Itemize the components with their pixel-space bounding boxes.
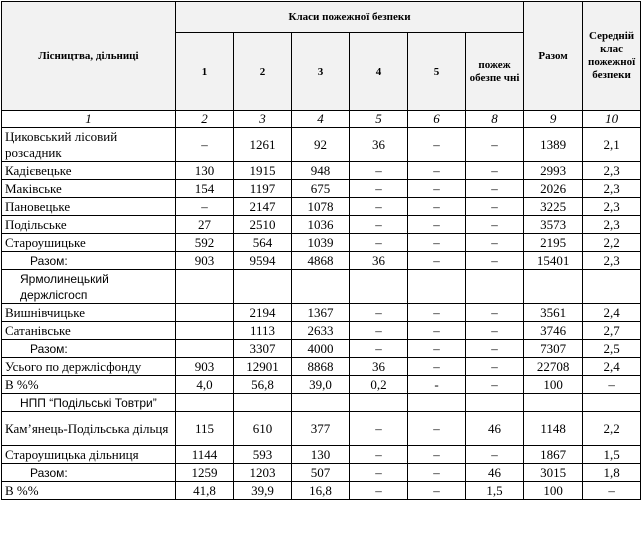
row-value: – <box>466 252 524 270</box>
table-row <box>2 394 641 412</box>
row-value: 46 <box>466 464 524 482</box>
row-value: 2,3 <box>583 162 641 180</box>
row-value: – <box>408 340 466 358</box>
row-value: 2510 <box>234 216 292 234</box>
row-value <box>408 270 466 304</box>
row-value: 2993 <box>524 162 583 180</box>
column-number-row <box>2 111 641 128</box>
row-value: 2026 <box>524 180 583 198</box>
row-value: 1113 <box>234 322 292 340</box>
row-value: 948 <box>292 162 350 180</box>
row-value: 564 <box>234 234 292 252</box>
row-value: 1867 <box>524 446 583 464</box>
row-value: – <box>408 180 466 198</box>
table-row <box>2 412 641 446</box>
row-value: 1197 <box>234 180 292 198</box>
row-value: 36 <box>350 128 408 162</box>
row-name: Циковський лісовий розсадник <box>2 128 176 162</box>
row-value <box>350 394 408 412</box>
row-value: 610 <box>234 412 292 446</box>
row-value: 1148 <box>524 412 583 446</box>
row-value: – <box>408 464 466 482</box>
row-value <box>176 394 234 412</box>
row-value: 36 <box>350 358 408 376</box>
row-value: 675 <box>292 180 350 198</box>
row-value: 1,5 <box>583 446 641 464</box>
row-value: – <box>408 128 466 162</box>
header-class: 5 <box>408 33 466 111</box>
row-value: 22708 <box>524 358 583 376</box>
row-value: 130 <box>176 162 234 180</box>
row-value: 1367 <box>292 304 350 322</box>
row-value: 2,3 <box>583 180 641 198</box>
row-value: 1144 <box>176 446 234 464</box>
row-value: 12901 <box>234 358 292 376</box>
row-value: 9594 <box>234 252 292 270</box>
row-value: 2,2 <box>583 234 641 252</box>
column-number: 8 <box>466 111 524 128</box>
row-value: 39,0 <box>292 376 350 394</box>
row-name: Разом: <box>2 252 176 270</box>
row-value: – <box>408 322 466 340</box>
row-value: 2,5 <box>583 340 641 358</box>
column-number: 6 <box>408 111 466 128</box>
row-value: 592 <box>176 234 234 252</box>
row-value: 1078 <box>292 198 350 216</box>
row-value: 115 <box>176 412 234 446</box>
row-value: 4,0 <box>176 376 234 394</box>
table-body <box>2 128 641 500</box>
row-value: – <box>408 198 466 216</box>
row-value: 1036 <box>292 216 350 234</box>
row-value: – <box>466 376 524 394</box>
table-row <box>2 464 641 482</box>
header-classes-group: Класи пожежної безпеки <box>176 2 524 33</box>
row-value: – <box>466 162 524 180</box>
row-value <box>292 270 350 304</box>
table-row <box>2 128 641 162</box>
row-value: 2633 <box>292 322 350 340</box>
column-number: 5 <box>350 111 408 128</box>
row-value: - <box>408 376 466 394</box>
row-value: – <box>466 358 524 376</box>
row-value: 56,8 <box>234 376 292 394</box>
row-value: – <box>408 358 466 376</box>
row-value: 2,4 <box>583 358 641 376</box>
header-area: Лісництва, дільниці <box>2 2 176 111</box>
row-value: – <box>466 216 524 234</box>
row-value: – <box>408 482 466 500</box>
row-value: 2,3 <box>583 198 641 216</box>
column-number: 2 <box>176 111 234 128</box>
column-number: 9 <box>524 111 583 128</box>
row-value: 1,5 <box>466 482 524 500</box>
table-row <box>2 180 641 198</box>
header-class: 4 <box>350 33 408 111</box>
table-row <box>2 198 641 216</box>
row-name: Кадієвецьке <box>2 162 176 180</box>
header-class: 1 <box>176 33 234 111</box>
row-name: Усього по держлісфонду <box>2 358 176 376</box>
row-value: 1203 <box>234 464 292 482</box>
row-name: Разом: <box>2 340 176 358</box>
row-value: 3225 <box>524 198 583 216</box>
row-value: – <box>350 464 408 482</box>
row-value: 154 <box>176 180 234 198</box>
row-value: 3307 <box>234 340 292 358</box>
row-value: – <box>350 198 408 216</box>
table-row <box>2 446 641 464</box>
row-value: – <box>350 216 408 234</box>
header-class: 2 <box>234 33 292 111</box>
row-name: Маківське <box>2 180 176 198</box>
row-value <box>524 394 583 412</box>
row-value: 100 <box>524 376 583 394</box>
row-name: Вишнівчицьке <box>2 304 176 322</box>
row-value <box>583 394 641 412</box>
table-row <box>2 234 641 252</box>
row-value: 46 <box>466 412 524 446</box>
column-number: 10 <box>583 111 641 128</box>
row-value: – <box>350 180 408 198</box>
header-total: Разом <box>524 2 583 111</box>
row-value: – <box>350 446 408 464</box>
table-row <box>2 322 641 340</box>
row-value: 2,3 <box>583 216 641 234</box>
row-value: 2195 <box>524 234 583 252</box>
row-value <box>524 270 583 304</box>
row-value <box>176 322 234 340</box>
row-value: 903 <box>176 358 234 376</box>
column-number: 1 <box>2 111 176 128</box>
row-value: – <box>466 322 524 340</box>
header-average-class: Середній клас пожежної безпеки <box>583 2 641 111</box>
table-row <box>2 340 641 358</box>
row-value: – <box>408 252 466 270</box>
header-row-top <box>2 2 641 33</box>
row-value <box>350 270 408 304</box>
row-value: – <box>466 198 524 216</box>
row-value: – <box>350 322 408 340</box>
row-value: 507 <box>292 464 350 482</box>
row-value: 3573 <box>524 216 583 234</box>
row-value: – <box>176 128 234 162</box>
row-value: 1,8 <box>583 464 641 482</box>
row-value: 1389 <box>524 128 583 162</box>
row-value: – <box>350 340 408 358</box>
row-value: – <box>466 340 524 358</box>
header-class: 3 <box>292 33 350 111</box>
header-class: пожеж обезпе чні <box>466 33 524 111</box>
row-value: 3015 <box>524 464 583 482</box>
row-value: 41,8 <box>176 482 234 500</box>
row-value: 92 <box>292 128 350 162</box>
row-value: 1039 <box>292 234 350 252</box>
row-value <box>176 304 234 322</box>
row-value: 15401 <box>524 252 583 270</box>
row-value <box>583 270 641 304</box>
row-value: 377 <box>292 412 350 446</box>
row-value: – <box>350 412 408 446</box>
table-row <box>2 376 641 394</box>
row-value: 593 <box>234 446 292 464</box>
fire-safety-table <box>1 1 641 500</box>
row-value: – <box>408 446 466 464</box>
row-value: 39,9 <box>234 482 292 500</box>
row-value: – <box>408 234 466 252</box>
row-value <box>176 340 234 358</box>
row-value: – <box>176 198 234 216</box>
row-value: – <box>408 216 466 234</box>
row-value: 130 <box>292 446 350 464</box>
row-value: 4868 <box>292 252 350 270</box>
row-name: Подільське <box>2 216 176 234</box>
row-value: 16,8 <box>292 482 350 500</box>
row-value: 2,4 <box>583 304 641 322</box>
table-row <box>2 162 641 180</box>
row-value: 2194 <box>234 304 292 322</box>
row-value: 7307 <box>524 340 583 358</box>
row-value <box>466 394 524 412</box>
row-value <box>234 270 292 304</box>
row-value <box>408 394 466 412</box>
row-value: 2,3 <box>583 252 641 270</box>
column-number: 3 <box>234 111 292 128</box>
row-value: 2147 <box>234 198 292 216</box>
row-value: – <box>466 304 524 322</box>
row-name: Староушицька дільниця <box>2 446 176 464</box>
row-value: – <box>466 128 524 162</box>
row-value: 3746 <box>524 322 583 340</box>
row-name: Сатанівське <box>2 322 176 340</box>
row-value: 4000 <box>292 340 350 358</box>
row-value <box>292 394 350 412</box>
row-value: – <box>583 376 641 394</box>
row-value: – <box>583 482 641 500</box>
row-value: – <box>350 482 408 500</box>
row-value: – <box>350 162 408 180</box>
row-value: 1915 <box>234 162 292 180</box>
row-value <box>234 394 292 412</box>
row-value: – <box>466 180 524 198</box>
row-value: – <box>350 304 408 322</box>
row-name: Кам’янець-Подільська дільця <box>2 412 176 446</box>
row-value: 27 <box>176 216 234 234</box>
table-row <box>2 482 641 500</box>
row-value: – <box>350 234 408 252</box>
row-value: 903 <box>176 252 234 270</box>
table-row <box>2 304 641 322</box>
row-value: 3561 <box>524 304 583 322</box>
table-row <box>2 252 641 270</box>
column-number: 4 <box>292 111 350 128</box>
row-name: В %% <box>2 482 176 500</box>
table-row <box>2 270 641 304</box>
row-value: 100 <box>524 482 583 500</box>
row-value: 2,1 <box>583 128 641 162</box>
row-value: 1261 <box>234 128 292 162</box>
row-value <box>176 270 234 304</box>
row-value: 2,2 <box>583 412 641 446</box>
row-value: – <box>408 412 466 446</box>
row-value <box>466 270 524 304</box>
row-value: 2,7 <box>583 322 641 340</box>
row-value: 0,2 <box>350 376 408 394</box>
row-name: Разом: <box>2 464 176 482</box>
row-name: Староушицьке <box>2 234 176 252</box>
row-value: 36 <box>350 252 408 270</box>
row-value: 8868 <box>292 358 350 376</box>
table-row <box>2 358 641 376</box>
row-name: НПП “Подільські Товтри” <box>2 394 176 412</box>
row-value: – <box>466 234 524 252</box>
row-value: – <box>408 162 466 180</box>
row-name: Пановецьке <box>2 198 176 216</box>
table-row <box>2 216 641 234</box>
row-name: Ярмолинецький держлісгосп <box>2 270 176 304</box>
row-name: В %% <box>2 376 176 394</box>
row-value: – <box>466 446 524 464</box>
row-value: 1259 <box>176 464 234 482</box>
row-value: – <box>408 304 466 322</box>
